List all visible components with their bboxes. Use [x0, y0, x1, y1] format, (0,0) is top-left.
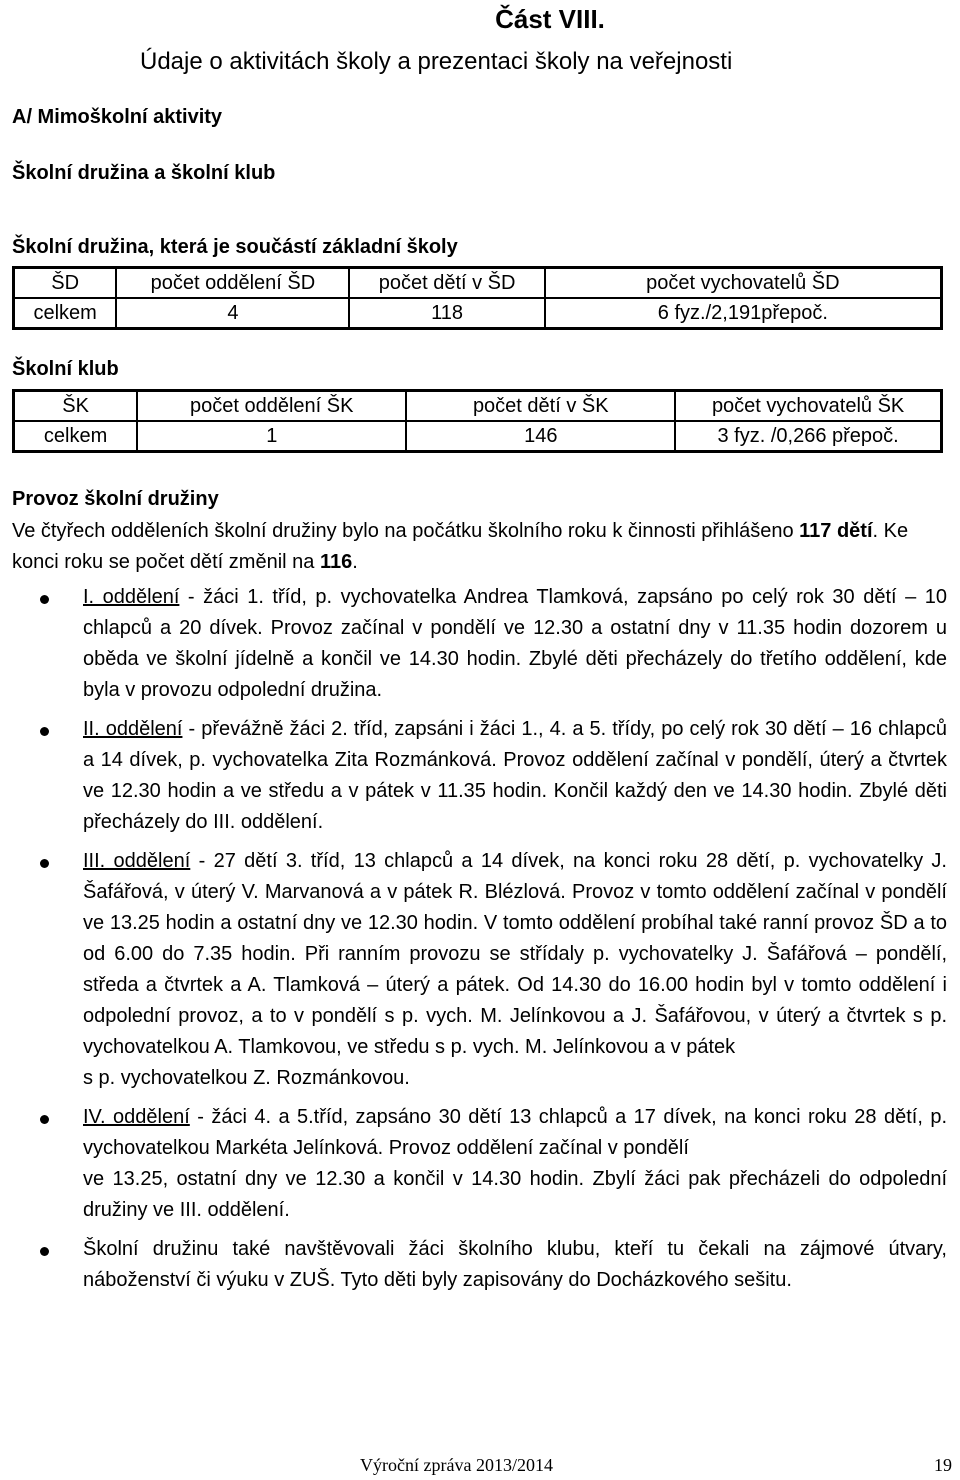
item-label: II. oddělení [83, 718, 183, 740]
table-cell: 4 [116, 298, 349, 329]
list-item [0, 714, 947, 838]
item-label: IV. oddělení [83, 1106, 190, 1128]
table-header-cell: počet dětí v ŠK [406, 391, 675, 422]
table-cell: celkem [14, 298, 117, 329]
heading-provoz: Provoz školní družiny [12, 488, 219, 510]
list-item [0, 1102, 947, 1226]
table-header-cell: počet oddělení ŠK [137, 391, 406, 422]
table-cell: 3 fyz. /0,266 přepoč. [675, 421, 941, 452]
list-item [0, 582, 947, 706]
bullet-icon [40, 595, 49, 604]
item-text: ve 13.25, ostatní dny ve 12.30 a končil v 14.30 hodin. Zbylí žáci pak přecházeli do odpolední družiny ve III. oddělení. [83, 1168, 947, 1221]
section-subtitle: Údaje o aktivitách školy a prezentaci školy na veřejnosti [140, 48, 733, 75]
footer-title: Výroční zpráva 2013/2014 [360, 1455, 553, 1475]
table-cell: 118 [349, 298, 544, 329]
provoz-paragraph [12, 516, 947, 578]
table-header-cell: počet oddělení ŠD [116, 268, 349, 299]
sd-table [12, 266, 943, 330]
item-text: - převážně žáci 2. tříd, zapsáni i žáci 1., 4. a 5. třídy, po celý rok 30 dětí – 16 chlapců a 14 dívek, p. vychovatelka Zita Rozmánková. Provoz oddělení začínal v pondělí, úterý a čtvrtek ve 12.30 hodin a ve středu a v pátek v 11.35 hodin. Končil každý den ve 14.30 hodin. Zbylé děti přecházely do III. oddělení. [83, 718, 948, 833]
table-header-cell: počet vychovatelů ŠK [675, 391, 941, 422]
table-header-row [14, 268, 942, 299]
table-header-cell: ŠD [14, 268, 117, 299]
item-text: s p. vychovatelkou Z. Rozmánkovou. [83, 1067, 410, 1089]
para-text: Ve čtyřech odděleních školní družiny bylo na počátku školního roku k činnosti přihlášeno [12, 520, 800, 542]
table-header-row [14, 391, 942, 422]
table-cell: 146 [406, 421, 675, 452]
table-header-cell: ŠK [14, 391, 138, 422]
part-title: Část VIII. [495, 4, 605, 34]
page-number: 19 [934, 1455, 952, 1475]
table-header-cell: počet dětí v ŠD [349, 268, 544, 299]
heading-sd: Školní družina, která je součástí základní školy [12, 236, 458, 258]
heading-mimoskolni: A/ Mimoškolní aktivity [12, 106, 223, 128]
item-text: - žáci 1. tříd, p. vychovatelka Andrea Tlamková, zapsáno po celý rok 30 dětí – 10 chlapců a 20 dívek. Provoz začínal v pondělí ve 12.30 a ostatní dny v 11.35 hodin dozorem u oběda ve školní jídelně a končil ve 14.30 hodin. Zbylé děti přecházely do třetího oddělení, kde byla v provozu odpolední družina. [83, 586, 947, 701]
list-item [0, 1234, 947, 1296]
table-row [14, 298, 942, 329]
para-bold-count: 117 dětí [799, 520, 873, 542]
item-label: III. oddělení [83, 850, 191, 872]
table-header-cell: počet vychovatelů ŠD [545, 268, 942, 299]
table-cell: 6 fyz./2,191přepoč. [545, 298, 942, 329]
heading-druzina-klub: Školní družina a školní klub [12, 162, 276, 184]
para-text: . Ke konci roku se počet dětí změnil na [12, 520, 909, 573]
bullet-icon [40, 859, 49, 868]
table-cell: celkem [14, 421, 138, 452]
oddeleni-list [0, 582, 947, 1304]
sk-table [12, 389, 943, 453]
table-cell: 1 [137, 421, 406, 452]
item-text: Školní družinu také navštěvovali žáci školního klubu, kteří tu čekali na zájmové útvary, náboženství či výuku v ZUŠ. Tyto děti byly zapisovány do Docházkového sešitu. [83, 1238, 947, 1291]
item-text: - žáci 4. a 5.tříd, zapsáno 30 dětí 13 chlapců a 17 dívek, na konci roku 28 dětí, p. vychovatelkou Markéta Jelínková. Provoz oddělení začínal v pondělí [83, 1106, 947, 1159]
bullet-icon [40, 1247, 49, 1256]
para-bold-number: 116 [319, 551, 353, 573]
list-item [0, 846, 947, 1094]
para-text: . [352, 551, 358, 573]
table-row [14, 421, 942, 452]
heading-sk: Školní klub [12, 358, 119, 380]
bullet-icon [40, 727, 49, 736]
item-label: I. oddělení [83, 586, 180, 608]
item-text: - 27 dětí 3. tříd, 13 chlapců a 14 dívek, na konci roku 28 dětí, p. vychovatelky J. Šafářová, v úterý V. Marvanová a v pátek R. Blézlová. Provoz v tomto oddělení začínal v pondělí ve 13.25 hodin a ostatní dny ve 12.30 hodin. V tomto oddělení probíhal také ranní provoz ŠD a to od 6.00 do 7.35 hodin. Při ranním provozu se střídaly p. vychovatelky J. Šafářová – pondělí, středa a čtvrtek a A. Tlamková – úterý a pátek. Od 14.30 do 16.00 hodin byl v tomto oddělení i odpolední provoz, a to v pondělí s p. vych. M. Jelínkovou a J. Šafářovou, v úterý a čtvrtek s p. vychovatelkou A. Tlamkovou, ve středu s p. vych. M. Jelínkovou a v pátek [83, 850, 947, 1058]
bullet-icon [40, 1115, 49, 1124]
